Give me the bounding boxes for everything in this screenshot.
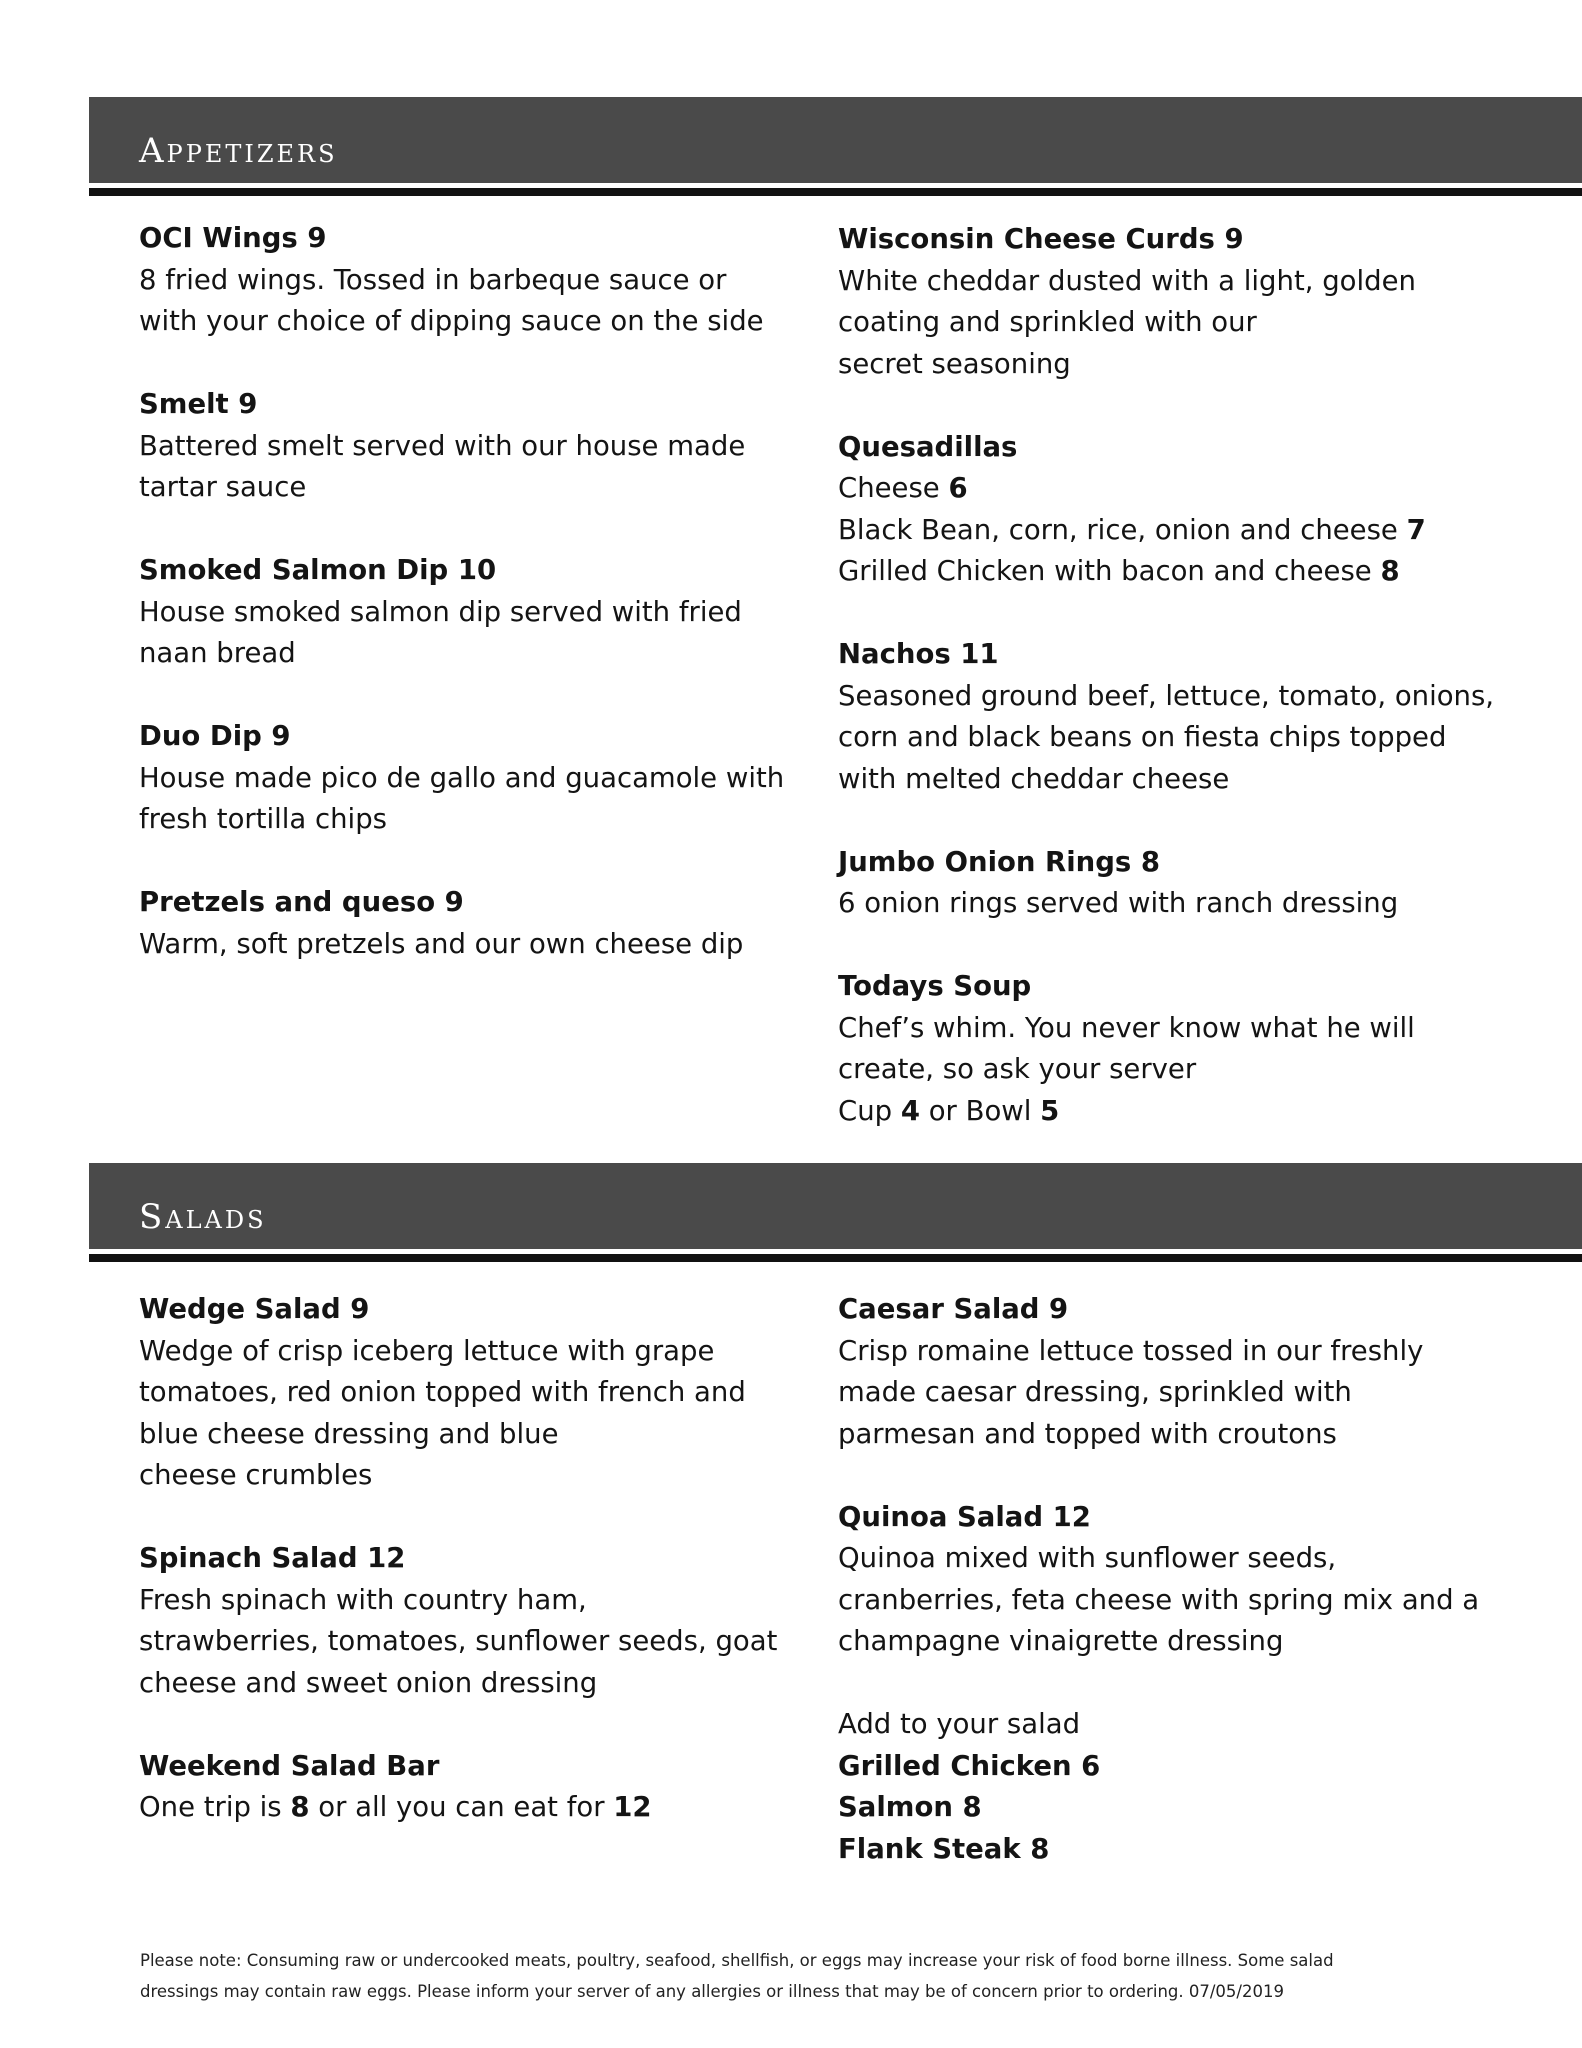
item-description: corn and black beans on fiesta chips topped xyxy=(838,721,1447,753)
item-description: with melted cheddar cheese xyxy=(838,762,1230,795)
quesadilla-option xyxy=(838,468,1518,510)
option-label: Black Bean, corn, rice, onion and cheese xyxy=(838,513,1407,546)
item-title: Wisconsin Cheese Curds 9 xyxy=(838,223,1244,255)
option-price: 7 xyxy=(1406,513,1426,546)
salads-right-column xyxy=(838,1289,1518,1912)
item-description: coating and sprinkled with our xyxy=(838,306,1257,338)
item-description: with your choice of dipping sauce on the side xyxy=(139,305,764,337)
quesadilla-option xyxy=(838,551,1518,593)
cup-label: Cup xyxy=(838,1094,901,1127)
menu-item-onion-rings xyxy=(838,842,1518,925)
appetizers-rule xyxy=(89,188,1582,196)
item-description: cranberries, feta cheese with spring mix and a xyxy=(838,1583,1480,1616)
salad-bar-prices xyxy=(139,1787,819,1829)
item-title: OCI Wings 9 xyxy=(139,222,327,254)
item-description: create, so ask your server xyxy=(838,1053,1197,1085)
menu-item-pretzels xyxy=(139,882,819,965)
item-description: Crisp romaine lettuce tossed in our freshly xyxy=(838,1334,1424,1367)
addon-grilled-chicken: Grilled Chicken 6 xyxy=(838,1749,1101,1782)
soup-prices xyxy=(838,1091,1518,1133)
item-title: Smoked Salmon Dip 10 xyxy=(139,554,497,586)
item-title: Duo Dip 9 xyxy=(139,720,291,752)
item-description: 6 onion rings served with ranch dressing xyxy=(838,887,1399,919)
menu-item-caesar-salad xyxy=(838,1289,1518,1455)
menu-item-quinoa-salad xyxy=(838,1497,1518,1663)
appetizers-header xyxy=(89,97,1582,183)
item-description: White cheddar dusted with a light, golden xyxy=(838,264,1416,297)
item-description: made caesar dressing, sprinkled with xyxy=(838,1376,1352,1408)
appetizers-right-column xyxy=(838,219,1518,1174)
item-title: Todays Soup xyxy=(838,970,1032,1002)
menu-item-weekend-salad-bar xyxy=(139,1746,819,1829)
item-description: strawberries, tomatoes, sunflower seeds, goat xyxy=(139,1625,778,1657)
item-description: secret seasoning xyxy=(838,347,1071,380)
item-title: Spinach Salad 12 xyxy=(139,1542,406,1574)
option-price: 6 xyxy=(948,472,968,504)
allergy-footnote xyxy=(140,1945,1520,2007)
item-description: champagne vinaigrette dressing xyxy=(838,1625,1284,1657)
bowl-price: 5 xyxy=(1040,1094,1060,1127)
item-title: Wedge Salad 9 xyxy=(139,1293,370,1325)
salads-header xyxy=(89,1163,1582,1249)
appetizers-left-column xyxy=(139,218,819,1007)
price-label: or all you can eat for xyxy=(309,1791,614,1823)
item-description: Seasoned ground beef, lettuce, tomato, onions, xyxy=(838,679,1495,712)
menu-item-smelt xyxy=(139,384,819,509)
item-description: Warm, soft pretzels and our own cheese dip xyxy=(139,927,744,960)
menu-item-todays-soup xyxy=(838,966,1518,1132)
menu-item-smoked-salmon-dip xyxy=(139,550,819,675)
menu-item-cheese-curds xyxy=(838,219,1518,385)
item-description: cheese and sweet onion dressing xyxy=(139,1666,598,1699)
salad-addons xyxy=(838,1704,1518,1870)
footnote-line: dressings may contain raw eggs. Please inform your server of any allergies or illness that may be of concern prior to ordering. 07/05/2019 xyxy=(140,1982,1284,2001)
menu-item-oci-wings xyxy=(139,218,819,343)
item-description: House made pico de gallo and guacamole with xyxy=(139,761,785,794)
footnote-line: Please note: Consuming raw or undercooked meats, poultry, seafood, shellfish, or eggs may increase your risk of food borne illness. Some salad xyxy=(140,1951,1334,1970)
item-description: parmesan and topped with croutons xyxy=(838,1417,1337,1450)
menu-item-spinach-salad xyxy=(139,1538,819,1704)
menu-item-nachos xyxy=(838,634,1518,800)
item-description: Wedge of crisp iceberg lettuce with grape xyxy=(139,1334,715,1367)
menu-item-wedge-salad xyxy=(139,1289,819,1497)
salads-left-column xyxy=(139,1289,819,1870)
item-title: Jumbo Onion Rings 8 xyxy=(838,845,1160,878)
item-description: cheese crumbles xyxy=(139,1459,373,1491)
item-title: Nachos 11 xyxy=(838,638,999,670)
cup-price: 4 xyxy=(900,1094,920,1127)
item-description: Fresh spinach with country ham, xyxy=(139,1583,587,1616)
item-description: Chef’s whim. You never know what he will xyxy=(838,1011,1415,1044)
item-description: tomatoes, red onion topped with french and xyxy=(139,1376,746,1408)
salads-heading: Salads xyxy=(139,1197,267,1237)
addon-salmon: Salmon 8 xyxy=(838,1791,982,1823)
item-description: tartar sauce xyxy=(139,471,307,503)
option-label: Cheese xyxy=(838,472,949,504)
addon-flank-steak: Flank Steak 8 xyxy=(838,1832,1050,1865)
item-description: Quinoa mixed with sunflower seeds, xyxy=(838,1542,1337,1574)
menu-item-quesadillas xyxy=(838,427,1518,593)
item-description: Battered smelt served with our house made xyxy=(139,429,746,462)
all-you-can-eat-price: 12 xyxy=(613,1791,652,1823)
item-title: Caesar Salad 9 xyxy=(838,1293,1069,1325)
item-description: fresh tortilla chips xyxy=(139,803,387,835)
quesadilla-option xyxy=(838,510,1518,552)
item-title: Weekend Salad Bar xyxy=(139,1749,440,1782)
option-label: Grilled Chicken with bacon and cheese xyxy=(838,555,1381,587)
bowl-label: or Bowl xyxy=(919,1094,1041,1127)
price-label: One trip is xyxy=(139,1791,291,1823)
item-title: Smelt 9 xyxy=(139,388,258,420)
addons-heading: Add to your salad xyxy=(838,1708,1081,1740)
item-title: Pretzels and queso 9 xyxy=(139,886,464,918)
appetizers-heading: Appetizers xyxy=(139,131,338,171)
item-description: 8 fried wings. Tossed in barbeque sauce or xyxy=(139,263,727,296)
salads-rule xyxy=(89,1254,1582,1262)
one-trip-price: 8 xyxy=(290,1791,310,1823)
item-title: Quinoa Salad 12 xyxy=(838,1500,1091,1533)
menu-item-duo-dip xyxy=(139,716,819,841)
item-description: naan bread xyxy=(139,637,296,669)
item-description: House smoked salmon dip served with fried xyxy=(139,595,742,628)
item-description: blue cheese dressing and blue xyxy=(139,1417,559,1450)
option-price: 8 xyxy=(1380,555,1400,587)
item-title: Quesadillas xyxy=(838,430,1018,463)
